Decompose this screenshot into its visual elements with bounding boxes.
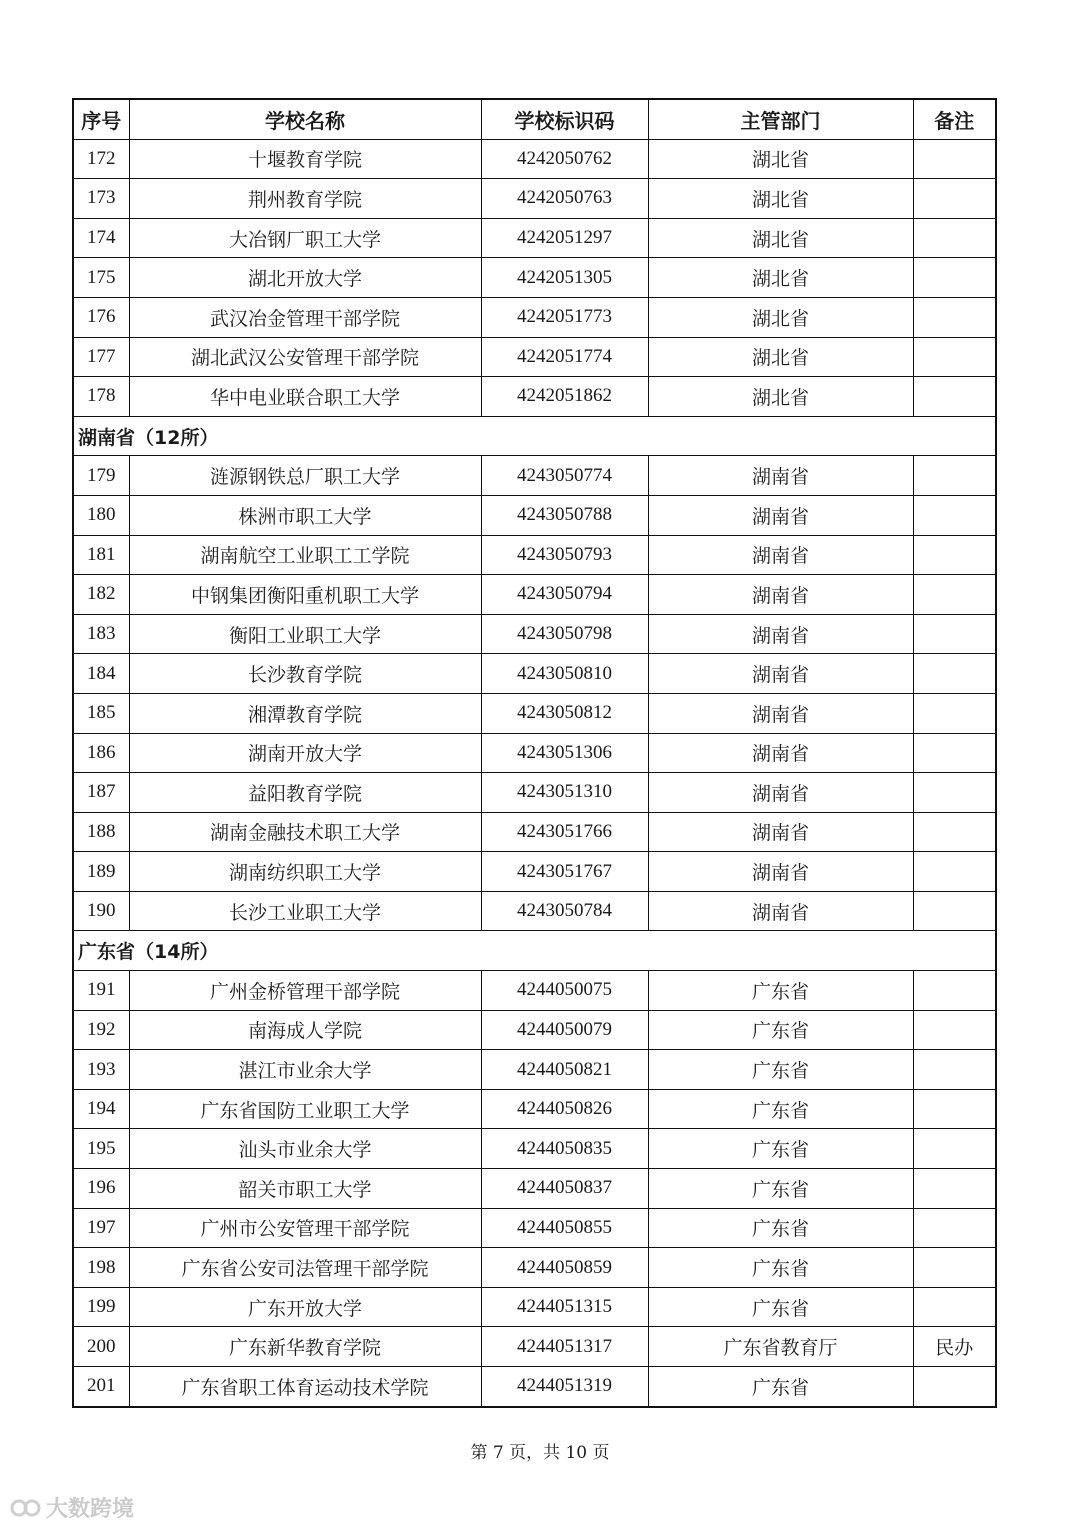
row-school-code: 4244051315 (481, 1287, 648, 1327)
row-index: 198 (73, 1248, 129, 1288)
table-row (73, 693, 996, 733)
table-row (73, 179, 996, 219)
row-school-name: 长沙教育学院 (129, 654, 481, 694)
row-school-code: 4243050812 (481, 693, 648, 733)
row-index: 179 (73, 456, 129, 496)
header-index: 序号 (73, 99, 129, 139)
row-school-code: 4244050079 (481, 1010, 648, 1050)
row-index: 199 (73, 1287, 129, 1327)
table-row (73, 139, 996, 179)
row-department: 湖南省 (648, 535, 913, 575)
table-row (73, 812, 996, 852)
row-school-code: 4244050075 (481, 971, 648, 1011)
table-row (73, 575, 996, 615)
row-school-name: 武汉冶金管理干部学院 (129, 297, 481, 337)
row-school-code: 4243050788 (481, 495, 648, 535)
header-note: 备注 (913, 99, 996, 139)
row-index: 182 (73, 575, 129, 615)
row-department: 湖南省 (648, 693, 913, 733)
row-index: 201 (73, 1367, 129, 1407)
table-row (73, 1169, 996, 1209)
row-department: 湖南省 (648, 614, 913, 654)
school-table (72, 98, 997, 1408)
row-note (913, 773, 996, 813)
row-department: 湖南省 (648, 654, 913, 694)
table-row (73, 614, 996, 654)
table-row (73, 891, 996, 931)
row-department: 广东省 (648, 1367, 913, 1407)
row-department: 广东省 (648, 971, 913, 1011)
row-school-name: 湖北开放大学 (129, 258, 481, 298)
row-department: 广东省 (648, 1169, 913, 1209)
watermark-text: 大数跨境 (46, 1497, 135, 1522)
row-school-code: 4242051305 (481, 258, 648, 298)
row-note (913, 891, 996, 931)
row-department: 广东省 (648, 1089, 913, 1129)
row-note (913, 377, 996, 417)
row-index: 174 (73, 218, 129, 258)
row-note (913, 971, 996, 1011)
row-note (913, 1248, 996, 1288)
row-note (913, 218, 996, 258)
row-note (913, 1129, 996, 1169)
row-note (913, 812, 996, 852)
row-school-code: 4244050837 (481, 1169, 648, 1209)
row-school-code: 4244051317 (481, 1327, 648, 1367)
table-row (73, 733, 996, 773)
row-index: 187 (73, 773, 129, 813)
row-school-name: 中钢集团衡阳重机职工大学 (129, 575, 481, 615)
row-index: 185 (73, 693, 129, 733)
row-note (913, 139, 996, 179)
table-row (73, 535, 996, 575)
table-row (73, 456, 996, 496)
row-school-code: 4243050794 (481, 575, 648, 615)
row-index: 193 (73, 1050, 129, 1090)
page-footer: 第 7 页，共 10 页 (470, 1443, 610, 1463)
row-school-code: 4243051306 (481, 733, 648, 773)
row-department: 湖南省 (648, 891, 913, 931)
row-note (913, 1089, 996, 1129)
row-school-name: 湖南纺织职工大学 (129, 852, 481, 892)
row-note (913, 1208, 996, 1248)
row-department: 湖北省 (648, 179, 913, 219)
table-row (73, 852, 996, 892)
header-department: 主管部门 (648, 99, 913, 139)
row-school-code: 4243050774 (481, 456, 648, 496)
table-row (73, 1287, 996, 1327)
row-school-code: 4242050762 (481, 139, 648, 179)
row-school-name: 湖南航空工业职工工学院 (129, 535, 481, 575)
row-school-code: 4244050855 (481, 1208, 648, 1248)
row-index: 189 (73, 852, 129, 892)
row-department: 广东省 (648, 1129, 913, 1169)
row-school-code: 4242051773 (481, 297, 648, 337)
row-department: 湖南省 (648, 812, 913, 852)
table-row (73, 495, 996, 535)
row-school-code: 4243051310 (481, 773, 648, 813)
row-department: 湖南省 (648, 733, 913, 773)
row-department: 湖北省 (648, 337, 913, 377)
row-index: 190 (73, 891, 129, 931)
row-school-name: 华中电业联合职工大学 (129, 377, 481, 417)
row-school-name: 广东省公安司法管理干部学院 (129, 1248, 481, 1288)
school-table-container (72, 98, 995, 1408)
row-school-name: 湘潭教育学院 (129, 693, 481, 733)
row-school-code: 4243050793 (481, 535, 648, 575)
row-school-code: 4244050835 (481, 1129, 648, 1169)
row-school-code: 4244050821 (481, 1050, 648, 1090)
row-school-name: 株洲市职工大学 (129, 495, 481, 535)
row-note (913, 179, 996, 219)
row-school-code: 4243050784 (481, 891, 648, 931)
row-index: 188 (73, 812, 129, 852)
row-index: 176 (73, 297, 129, 337)
row-school-name: 湛江市业余大学 (129, 1050, 481, 1090)
row-department: 湖南省 (648, 456, 913, 496)
row-note (913, 614, 996, 654)
row-note (913, 258, 996, 298)
table-row (73, 1050, 996, 1090)
section-title: 湖南省（12所） (73, 416, 996, 456)
row-note (913, 297, 996, 337)
watermark-logo-icon (10, 1498, 42, 1518)
row-school-code: 4244051319 (481, 1367, 648, 1407)
row-department: 湖北省 (648, 139, 913, 179)
row-index: 186 (73, 733, 129, 773)
row-school-name: 十堰教育学院 (129, 139, 481, 179)
row-note (913, 1287, 996, 1327)
row-index: 183 (73, 614, 129, 654)
row-school-name: 广州市公安管理干部学院 (129, 1208, 481, 1248)
row-note (913, 654, 996, 694)
row-school-code: 4243051767 (481, 852, 648, 892)
table-row (73, 1089, 996, 1129)
row-index: 191 (73, 971, 129, 1011)
table-row (73, 1248, 996, 1288)
row-note (913, 852, 996, 892)
header-school-code: 学校标识码 (481, 99, 648, 139)
row-department: 湖北省 (648, 258, 913, 298)
section-row (73, 416, 996, 456)
row-index: 180 (73, 495, 129, 535)
row-index: 194 (73, 1089, 129, 1129)
row-school-code: 4243051766 (481, 812, 648, 852)
row-school-code: 4244050859 (481, 1248, 648, 1288)
row-index: 175 (73, 258, 129, 298)
table-row (73, 654, 996, 694)
table-row (73, 377, 996, 417)
row-department: 湖北省 (648, 218, 913, 258)
row-school-code: 4242051862 (481, 377, 648, 417)
table-header-row (73, 99, 996, 139)
row-department: 广东省 (648, 1010, 913, 1050)
row-school-name: 广东开放大学 (129, 1287, 481, 1327)
table-row (73, 1208, 996, 1248)
row-note (913, 693, 996, 733)
row-index: 196 (73, 1169, 129, 1209)
row-note (913, 337, 996, 377)
row-department: 湖北省 (648, 297, 913, 337)
row-school-name: 广东省国防工业职工大学 (129, 1089, 481, 1129)
row-department: 湖南省 (648, 773, 913, 813)
table-row (73, 1327, 996, 1367)
row-school-name: 湖南金融技术职工大学 (129, 812, 481, 852)
row-note (913, 1367, 996, 1407)
row-school-code: 4243050798 (481, 614, 648, 654)
row-note (913, 495, 996, 535)
row-index: 173 (73, 179, 129, 219)
row-index: 181 (73, 535, 129, 575)
row-index: 192 (73, 1010, 129, 1050)
row-department: 湖南省 (648, 852, 913, 892)
row-department: 广东省教育厅 (648, 1327, 913, 1367)
section-title: 广东省（14所） (73, 931, 996, 971)
row-school-name: 长沙工业职工大学 (129, 891, 481, 931)
row-school-code: 4242051774 (481, 337, 648, 377)
row-note: 民办 (913, 1327, 996, 1367)
table-body (73, 139, 996, 1407)
row-note (913, 1050, 996, 1090)
row-school-name: 广州金桥管理干部学院 (129, 971, 481, 1011)
table-row (73, 773, 996, 813)
row-school-name: 南海成人学院 (129, 1010, 481, 1050)
row-school-code: 4244050826 (481, 1089, 648, 1129)
table-row (73, 258, 996, 298)
row-index: 177 (73, 337, 129, 377)
table-row (73, 218, 996, 258)
row-note (913, 535, 996, 575)
row-note (913, 575, 996, 615)
row-school-name: 广东省职工体育运动技术学院 (129, 1367, 481, 1407)
row-school-name: 涟源钢铁总厂职工大学 (129, 456, 481, 496)
row-note (913, 733, 996, 773)
row-department: 湖南省 (648, 575, 913, 615)
row-department: 湖北省 (648, 377, 913, 417)
header-school-name: 学校名称 (129, 99, 481, 139)
row-index: 200 (73, 1327, 129, 1367)
row-department: 广东省 (648, 1287, 913, 1327)
row-school-name: 益阳教育学院 (129, 773, 481, 813)
row-index: 184 (73, 654, 129, 694)
row-department: 广东省 (648, 1050, 913, 1090)
row-school-name: 汕头市业余大学 (129, 1129, 481, 1169)
table-row (73, 1367, 996, 1407)
table-row (73, 971, 996, 1011)
table-row (73, 1129, 996, 1169)
row-school-name: 荆州教育学院 (129, 179, 481, 219)
row-school-name: 湖南开放大学 (129, 733, 481, 773)
table-row (73, 1010, 996, 1050)
row-school-name: 大冶钢厂职工大学 (129, 218, 481, 258)
row-note (913, 1169, 996, 1209)
row-school-code: 4242050763 (481, 179, 648, 219)
table-row (73, 337, 996, 377)
row-note (913, 1010, 996, 1050)
row-index: 178 (73, 377, 129, 417)
table-row (73, 297, 996, 337)
watermark (10, 1492, 134, 1523)
row-school-name: 广东新华教育学院 (129, 1327, 481, 1367)
row-school-name: 韶关市职工大学 (129, 1169, 481, 1209)
row-department: 湖南省 (648, 495, 913, 535)
row-index: 195 (73, 1129, 129, 1169)
section-row (73, 931, 996, 971)
row-school-name: 湖北武汉公安管理干部学院 (129, 337, 481, 377)
row-school-code: 4242051297 (481, 218, 648, 258)
row-school-code: 4243050810 (481, 654, 648, 694)
row-index: 197 (73, 1208, 129, 1248)
row-note (913, 456, 996, 496)
row-department: 广东省 (648, 1248, 913, 1288)
row-department: 广东省 (648, 1208, 913, 1248)
row-index: 172 (73, 139, 129, 179)
row-school-name: 衡阳工业职工大学 (129, 614, 481, 654)
